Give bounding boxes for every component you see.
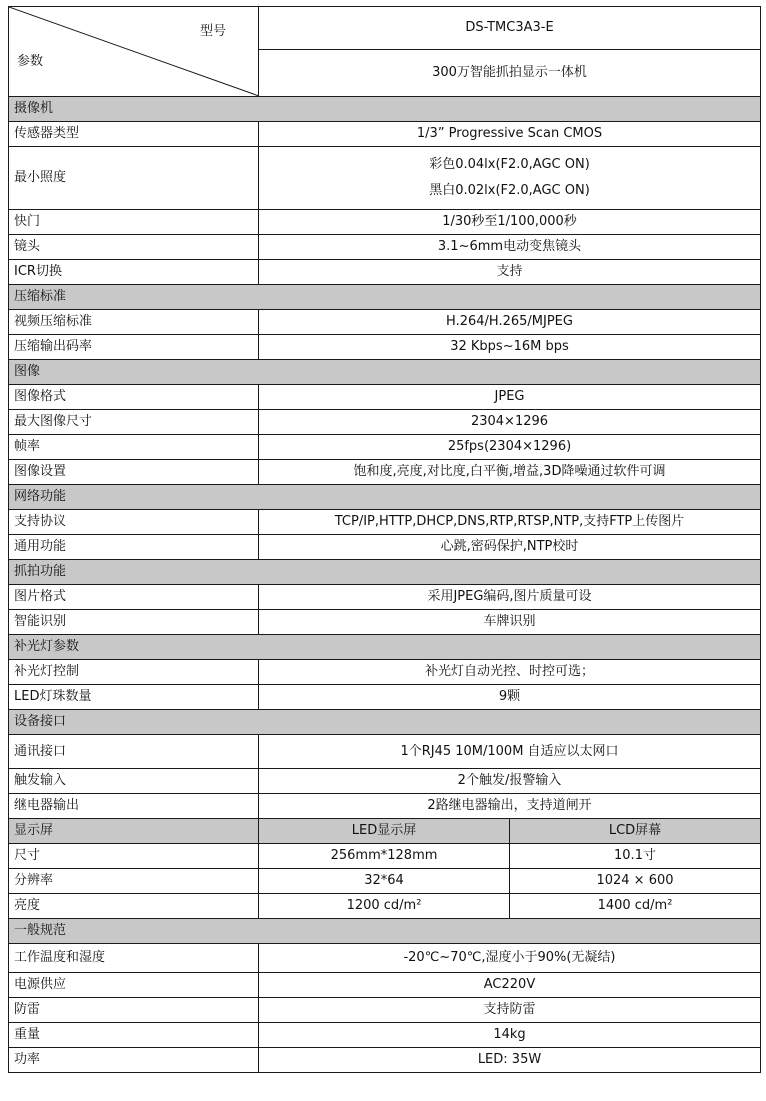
- row-value: 14kg: [259, 1023, 761, 1048]
- row-label: 镜头: [9, 235, 259, 260]
- section-network: [9, 485, 761, 510]
- section-image: [9, 360, 761, 385]
- row-label: 继电器输出: [9, 794, 259, 819]
- row-display-resolution: [9, 869, 761, 894]
- section-title: 摄像机: [9, 97, 761, 122]
- row-value: 2304×1296: [259, 410, 761, 435]
- row-label: 工作温度和湿度: [9, 944, 259, 973]
- row-value: JPEG: [259, 385, 761, 410]
- row-label: 防雷: [9, 998, 259, 1023]
- row-value: [259, 147, 761, 210]
- row-value: 支持: [259, 260, 761, 285]
- row-value: 心跳,密码保护,NTP校时: [259, 535, 761, 560]
- led-value: 32*64: [259, 869, 510, 894]
- diagonal-line: [9, 7, 259, 96]
- row-label: 支持协议: [9, 510, 259, 535]
- row-lens: [9, 235, 761, 260]
- row-frame-rate: [9, 435, 761, 460]
- row-led-count: [9, 685, 761, 710]
- row-value: 3.1~6mm电动变焦镜头: [259, 235, 761, 260]
- row-label: 功率: [9, 1048, 259, 1073]
- row-label: 通讯接口: [9, 735, 259, 769]
- row-recognition: [9, 610, 761, 635]
- row-picture-format: [9, 585, 761, 610]
- row-label: 智能识别: [9, 610, 259, 635]
- row-power-consumption: [9, 1048, 761, 1073]
- row-value: 支持防雷: [259, 998, 761, 1023]
- row-value: LED: 35W: [259, 1048, 761, 1073]
- led-display-header: LED显示屏: [259, 819, 510, 844]
- row-label: 帧率: [9, 435, 259, 460]
- section-title: 抓拍功能: [9, 560, 761, 585]
- header-row-model: [9, 7, 761, 50]
- description-value: 300万智能抓拍显示一体机: [259, 50, 761, 97]
- row-shutter: [9, 210, 761, 235]
- spec-table: [8, 6, 761, 1073]
- row-communication: [9, 735, 761, 769]
- led-value: 1200 cd/m²: [259, 894, 510, 919]
- led-value: 256mm*128mm: [259, 844, 510, 869]
- row-power-supply: [9, 973, 761, 998]
- section-title: 图像: [9, 360, 761, 385]
- row-label: 补光灯控制: [9, 660, 259, 685]
- illum-color-value: 彩色0.04lx(F2.0,AGC ON): [429, 157, 590, 172]
- row-video-compression: [9, 310, 761, 335]
- row-value: H.264/H.265/MJPEG: [259, 310, 761, 335]
- row-value: AC220V: [259, 973, 761, 998]
- row-protocols: [9, 510, 761, 535]
- row-label: 重量: [9, 1023, 259, 1048]
- row-label: 图像设置: [9, 460, 259, 485]
- row-icr: [9, 260, 761, 285]
- section-title: 一般规范: [9, 919, 761, 944]
- illum-bw-value: 黑白0.02lx(F2.0,AGC ON): [429, 183, 590, 198]
- row-value: 补光灯自动光控、时控可选；: [259, 660, 761, 685]
- row-label: ICR切换: [9, 260, 259, 285]
- lcd-display-header: LCD屏幕: [510, 819, 761, 844]
- section-display: [9, 819, 761, 844]
- row-label: 传感器类型: [9, 122, 259, 147]
- row-lightning: [9, 998, 761, 1023]
- row-label: LED灯珠数量: [9, 685, 259, 710]
- row-value: 采用JPEG编码,图片质量可设: [259, 585, 761, 610]
- row-label: 图像格式: [9, 385, 259, 410]
- section-camera: [9, 97, 761, 122]
- row-label: 最大图像尺寸: [9, 410, 259, 435]
- row-value: 2个触发/报警输入: [259, 769, 761, 794]
- row-value: 饱和度,亮度,对比度,白平衡,增益,3D降噪通过软件可调: [259, 460, 761, 485]
- row-illumination: [9, 147, 761, 210]
- row-relay-output: [9, 794, 761, 819]
- row-bitrate: [9, 335, 761, 360]
- lcd-value: 1400 cd/m²: [510, 894, 761, 919]
- section-interface: [9, 710, 761, 735]
- row-label: 亮度: [9, 894, 259, 919]
- row-image-format: [9, 385, 761, 410]
- row-trigger-input: [9, 769, 761, 794]
- section-capture: [9, 560, 761, 585]
- row-value: -20℃~70℃,湿度小于90%(无凝结): [259, 944, 761, 973]
- row-label: 分辨率: [9, 869, 259, 894]
- row-label: 通用功能: [9, 535, 259, 560]
- row-label: 视频压缩标准: [9, 310, 259, 335]
- row-label: 图片格式: [9, 585, 259, 610]
- row-label: 快门: [9, 210, 259, 235]
- row-display-brightness: [9, 894, 761, 919]
- model-value: DS-TMC3A3-E: [259, 7, 761, 50]
- row-value: 1/3” Progressive Scan CMOS: [259, 122, 761, 147]
- row-general-functions: [9, 535, 761, 560]
- row-sensor: [9, 122, 761, 147]
- row-display-size: [9, 844, 761, 869]
- section-title: 网络功能: [9, 485, 761, 510]
- row-label: 压缩输出码率: [9, 335, 259, 360]
- lcd-value: 10.1寸: [510, 844, 761, 869]
- row-value: 25fps(2304×1296): [259, 435, 761, 460]
- row-value: 9颗: [259, 685, 761, 710]
- row-max-size: [9, 410, 761, 435]
- row-value: 2路继电器输出，支持道闸开: [259, 794, 761, 819]
- row-weight: [9, 1023, 761, 1048]
- section-general: [9, 919, 761, 944]
- corner-header: [9, 7, 259, 97]
- lcd-value: 1024 × 600: [510, 869, 761, 894]
- row-value: 1个RJ45 10M/100M 自适应以太网口: [259, 735, 761, 769]
- row-value: 车牌识别: [259, 610, 761, 635]
- row-temperature: [9, 944, 761, 973]
- row-light-control: [9, 660, 761, 685]
- row-label: 触发输入: [9, 769, 259, 794]
- corner-top-label: 型号: [200, 24, 227, 39]
- section-title: 补光灯参数: [9, 635, 761, 660]
- section-title: 压缩标准: [9, 285, 761, 310]
- row-image-settings: [9, 460, 761, 485]
- row-value: 32 Kbps~16M bps: [259, 335, 761, 360]
- section-title: 设备接口: [9, 710, 761, 735]
- row-label: 尺寸: [9, 844, 259, 869]
- row-value: 1/30秒至1/100,000秒: [259, 210, 761, 235]
- row-value: TCP/IP,HTTP,DHCP,DNS,RTP,RTSP,NTP,支持FTP上传图片: [259, 510, 761, 535]
- row-label: 最小照度: [9, 147, 259, 210]
- section-compression: [9, 285, 761, 310]
- section-fill-light: [9, 635, 761, 660]
- section-title: 显示屏: [9, 819, 259, 844]
- row-label: 电源供应: [9, 973, 259, 998]
- corner-bottom-label: 参数: [17, 54, 44, 69]
